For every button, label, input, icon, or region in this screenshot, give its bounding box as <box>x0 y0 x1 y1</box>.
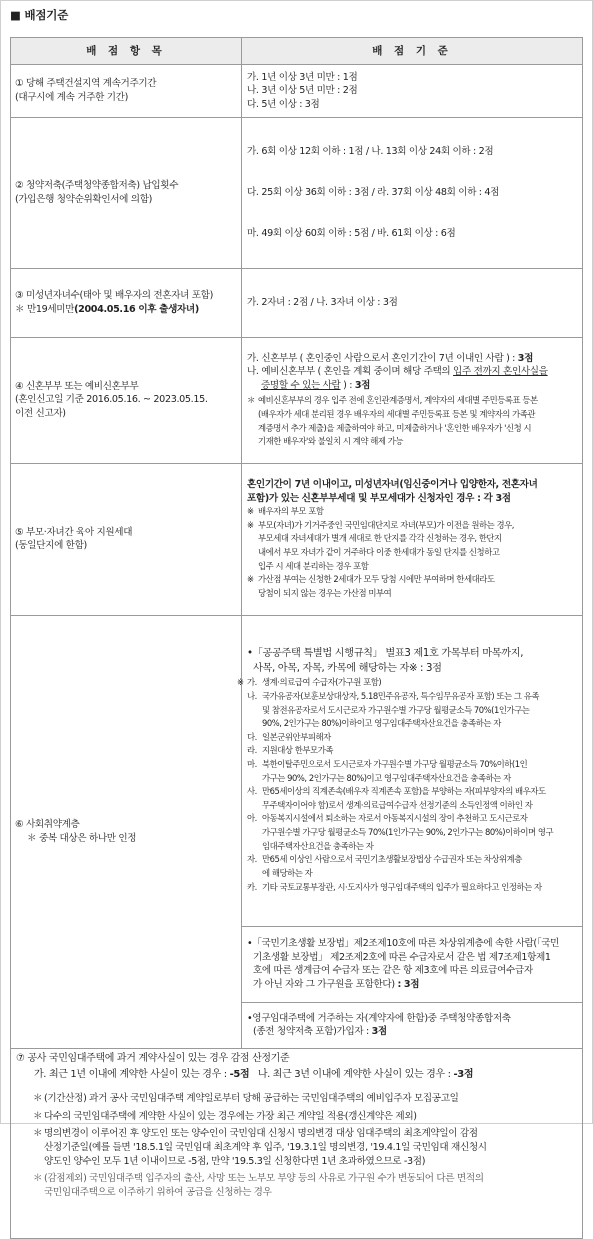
row1-item <box>11 65 242 118</box>
table-row <box>11 118 583 269</box>
row7-note-mark: ＊ <box>33 1093 43 1105</box>
row5-note-line: 내에서 부모 자녀가 같이 거주하다 이중 한세대가 동일 단지를 신청하고 <box>258 547 500 558</box>
row5-bold-line: 포함)가 있는 신혼부부세대 및 부모세대가 신청자인 경우 : 각 3점 <box>247 492 511 504</box>
row6-c-line-last <box>247 1025 577 1039</box>
row6-a-note-mark: 다. <box>247 731 257 742</box>
row5-note <box>247 519 577 573</box>
row6-a-line: 사목, 아목, 자목, 카목에 해당하는 자※ : 3점 <box>253 662 442 674</box>
row6-a-note-mark: 아. <box>247 813 257 824</box>
row6-a-note-line: 만65세이상의 직계존속(배우자 직계존속 포함)을 부양하는 자(피부양자의 배우자도 <box>262 786 546 797</box>
row6-a-note <box>247 690 577 731</box>
row6-c-line: •영구임대주택에 거주하는 자(계약자에 한함)중 주택청약종합저축 <box>247 1012 511 1024</box>
row5-bold-line: 혼인기간이 7년 이내이고, 미성년자녀(임신중이거나 입양한자, 전혼자녀 <box>247 479 538 490</box>
row1-crit-line: 나. 3년 이상 5년 미만 : 2점 <box>247 85 358 97</box>
row2-item-line: ② 청약저축(주택청약종합저축) 납입횟수 <box>15 180 179 192</box>
row6-a-note <box>247 812 577 853</box>
row6-a-note-line: 북한이탈주민으로서 도시근로자 가구원수별 가구당 월평균소득 70%이하(1인 <box>262 759 528 770</box>
row7-note-line: 양도인 양수인 모두 1년 이내이므로 -5점, 만약 '19.5.3일 신청한다면 1년 초과하였으므로 -3점) <box>44 1155 426 1167</box>
row4-note-line: (배우자가 세대 분리된 경우 배우자의 세대별 주민등록표 등본 및 계약자의 가족관 <box>258 409 536 420</box>
scoring-table <box>10 37 583 1239</box>
row6-a-note-mark: 사. <box>247 786 257 797</box>
row7-note <box>30 1127 576 1168</box>
row1-crit-line: 가. 1년 이상 3년 미만 : 1점 <box>247 71 358 83</box>
row6-a-note-mark: 마. <box>247 759 257 770</box>
row3-item-line: ③ 미성년자녀수(태아 및 배우자의 전혼자녀 포함) <box>15 290 213 302</box>
row5-item-line: (동일단지에 한함) <box>15 540 87 552</box>
row6-a-note <box>247 676 577 690</box>
row4-note-line: 예비신혼부부의 경우 입주 전에 혼인관계증명서, 계약자의 세대별 주민등록표 등본 <box>258 395 538 406</box>
row7-note-line: 명의변경이 이루어진 후 양도인 또는 양수인이 국민임대 신청시 명의변경 대상 임대주택의 최초계약일이 감점 <box>44 1128 478 1140</box>
row4-note <box>247 394 577 448</box>
row6-b-line: 기초생활 보장법」 제2조제2호에 따른 수급자로서 같은 법 제7조제1항제1 <box>253 951 551 963</box>
table-row <box>11 1048 583 1238</box>
row7-note-mark: ＊ <box>33 1110 43 1122</box>
row1-item-line: (대구시에 계속 거주한 기간) <box>15 92 128 103</box>
row6-c-line: (종전 청약저축 포함)가입자 : <box>253 1026 369 1038</box>
row7-a2: 나. 최근 3년 이내에 계약한 사실이 있는 경우 : <box>257 1068 451 1080</box>
row7-note-line: 다수의 국민임대주택에 계약한 사실이 있는 경우에는 가장 최근 계약일 적용(갱신계약은 제외) <box>44 1110 417 1122</box>
row6-a-note-line: 90%, 2인가구는 80%)이하이고 영구임대주택자산요건을 충족하는 자 <box>262 718 501 729</box>
row1-criteria <box>242 65 583 118</box>
row7-note-mark: ＊ <box>33 1128 43 1140</box>
row4-na-line2 <box>247 379 577 393</box>
row6-a-note-line: 국가유공자(보훈보상대상자, 5.18민주유공자, 특수임무유공자 포함) 또는 그 유족 <box>262 690 540 701</box>
table-row <box>11 337 583 463</box>
row6-a-note-line: 아동복지시설에서 퇴소하는 자로서 아동복지시설의 장이 추천하고 도시근로자 <box>262 813 528 824</box>
row6-item <box>11 615 242 1048</box>
row7-note-line: 산정기준일(예를 들면 '18.5.1일 국민임대 최초계약 후 입주, '19.3.1일 명의변경, '19.4.1일 국민임대 재신청시 <box>44 1141 487 1153</box>
row6-b-line: 가 아닌 자와 그 가구원을 포함한다) <box>253 978 395 990</box>
row5-note-line: 배우자의 부모 포함 <box>258 506 324 517</box>
row6-a-notes <box>237 676 577 894</box>
row2-crit-line: 마. 49회 이상 60회 이하 : 5점 / 바. 61회 이상 : 6점 <box>247 227 456 239</box>
row7-note <box>30 1172 576 1199</box>
row4-item <box>11 337 242 463</box>
row2-criteria <box>242 118 583 269</box>
row7-notes <box>16 1092 576 1199</box>
row5-note-line: 부모세대 자녀세대가 별개 세대로 한 단지를 각각 신청하는 경우, 한단지 <box>258 533 502 544</box>
row7-note-line: (감점제외) 국민임대주택 입주자의 출산, 사망 또는 노부모 부양 등의 사유로 가구원 수가 변동되어 다른 면적의 <box>44 1173 484 1185</box>
row7-title: ⑦ 공사 국민임대주택에 과거 계약사실이 있는 경우 감점 산정기준 <box>16 1052 290 1064</box>
row7-line-a <box>16 1068 576 1082</box>
row6-a-note-line: 기타 국토교통부장관, 시·도지사가 영구임대주택의 입주가 필요하다고 인정하는 자 <box>262 881 542 892</box>
row6-a-mark: ※ <box>237 677 244 688</box>
row6-a-note <box>247 785 577 812</box>
row7-note-mark: ＊ <box>33 1173 43 1185</box>
row6-a-note <box>247 758 577 785</box>
row6-a-note-line: 가구는 90%, 2인가구는 80%)이고 영구임대주택자산요건을 충족하는 자 <box>262 772 511 783</box>
row3-item <box>11 268 242 337</box>
row6-a-note-mark: 나. <box>247 690 257 701</box>
row6-a-note-line: 생계·의료급여 수급자(가구원 포함) <box>262 677 382 688</box>
row6-a-note-line: 일본군위안부피해자 <box>262 731 331 742</box>
row7-note-line: (기간산정) 과거 공사 국민임대주택 계약일로부터 당해 공급하는 국민임대주택의 예비입주자 모집공고일 <box>44 1093 459 1105</box>
row4-ga-score: 3점 <box>517 352 534 364</box>
row6-a-line: •「공공주택 특별법 시행규칙」 별표3 제1호 가목부터 마목까지, <box>247 648 524 660</box>
row4-na-1: 나. 예비신혼부부 ( 혼인을 계획 중이며 해당 주택의 <box>247 366 454 378</box>
row6-a-note <box>247 853 577 880</box>
row6-a-note-line: 임대주택자산요건을 충족하는 자 <box>262 840 374 851</box>
row4-item-line: ④ 신혼부부 또는 예비신혼부부 <box>15 380 139 392</box>
row7-note-line: 국민임대주택으로 이주하기 위하여 공급을 신청하는 경우 <box>44 1186 272 1198</box>
row6-item-star: ＊ 중복 대상은 하나만 인정 <box>27 832 137 844</box>
row3-item-star: ＊ 만19세미만 <box>15 303 75 315</box>
row6-item-line: ⑥ 사회취약계층 <box>15 819 80 831</box>
row2-item <box>11 118 242 269</box>
row6-a-note <box>247 744 577 758</box>
row6-criteria-c <box>242 1002 583 1048</box>
row2-item-line: (가입은행 청약순위확인서에 의함) <box>15 193 153 205</box>
row4-note-mark: ＊ <box>247 395 255 406</box>
row6-a-note-line: 만65세 이상인 사람으로서 국민기초생활보장법상 수급권자 또는 차상위계층 <box>262 854 522 865</box>
row6-b-score: : 3점 <box>397 978 420 990</box>
row4-na-score: 3점 <box>354 379 371 391</box>
row4-na-2: ) : <box>343 379 353 391</box>
table-row <box>11 615 583 926</box>
row2-crit-line: 다. 25회 이상 36회 이하 : 3점 / 라. 37회 이상 48회 이하 : 4점 <box>247 187 500 199</box>
row5-note <box>247 505 577 519</box>
row3-criteria <box>242 268 583 337</box>
row7-a1: 가. 최근 1년 이내에 계약한 사실이 있는 경우 : <box>34 1068 227 1080</box>
row6-a-note-line: 에 해당하는 자 <box>262 867 313 878</box>
row6-a-note-line: 지원대상 한부모가족 <box>262 745 333 756</box>
row7-a1-score: -5점 <box>229 1068 250 1080</box>
row4-note-line: 기재한 배우자'와 불일치 시 계약 해제 가능 <box>258 436 404 447</box>
row4-note-line: 계증명서 추가 제출)을 제출하여야 하고, 미제출하거나 '혼인한 배우자가 '신청 시 <box>258 422 532 433</box>
row5-note-mark: ※ <box>247 506 254 517</box>
row3-item-bold: (2004.05.16 이후 출생자녀) <box>74 303 199 315</box>
row7-a2-score: -3점 <box>453 1068 474 1080</box>
row7-note <box>30 1110 576 1124</box>
header-criteria: 배 점 기 준 <box>242 38 583 65</box>
table-row <box>11 268 583 337</box>
row7-note <box>30 1092 576 1106</box>
row6-c-score: 3점 <box>371 1026 387 1038</box>
row5-note-line: 가산점 부여는 신청한 2세대가 모두 당첨 시에만 부여하며 한세대라도 <box>258 574 495 585</box>
row5-note-mark: ※ <box>247 519 254 530</box>
row5-note-line: 당첨이 되지 않는 경우는 가산점 미부여 <box>258 587 392 598</box>
row4-item-line: 이전 신고자) <box>15 408 66 420</box>
row2-crit-line: 가. 6회 이상 12회 이하 : 1점 / 나. 13회 이상 24회 이하 : 2점 <box>247 146 494 158</box>
row6-a-note-mark: 라. <box>247 745 257 756</box>
row5-item <box>11 463 242 615</box>
row1-item-line: ① 당해 주택건설지역 계속거주기간 <box>15 78 157 90</box>
table-header-row <box>11 38 583 65</box>
row4-criteria <box>242 337 583 463</box>
row4-na-2u: 증명할 수 있는 사람 <box>261 379 341 391</box>
row6-b-line: 호에 따른 생계급여 수급자 또는 같은 항 제3호에 따른 의료급여수급자 <box>253 965 533 977</box>
row6-a-note-mark: 자. <box>247 854 257 865</box>
table-row <box>11 463 583 615</box>
row6-b-line: •「국민기초생활 보장법」제2조제10호에 따른 차상위계층에 속한 사람(「국민 <box>247 938 560 950</box>
row7 <box>11 1048 583 1238</box>
row5-note-line: 부모(자녀)가 기거주중인 국민임대단지로 자녀(부모)가 이전을 원하는 경우, <box>258 519 514 530</box>
row3-crit-line: 가. 2자녀 : 2점 / 나. 3자녀 이상 : 3점 <box>247 296 398 308</box>
row5-item-line: ⑤ 부모·자녀간 육아 지원세대 <box>15 526 133 538</box>
header-item: 배 점 항 목 <box>11 38 242 65</box>
row4-ga: 가. 신혼부부 ( 혼인중인 사람으로서 혼인기간이 7년 이내인 사람 ) : <box>247 352 516 364</box>
row6-a-note-line: 가구원수별 가구당 월평균소득 70%(1인가구는 90%, 2인가구는 80%)이하이며 영구 <box>262 827 554 838</box>
row4-na-underline: 입주 전까지 혼인사실을 <box>453 366 548 378</box>
row6-b-line-last <box>247 978 577 992</box>
row3-item-star-line <box>15 303 237 317</box>
row6-a-note-mark: 카. <box>247 881 257 892</box>
row4-na-line <box>247 365 577 379</box>
row5-note-line: 입주 시 세대 분리하는 경우 포함 <box>258 560 369 571</box>
section-title: ■ 배점기준 <box>10 8 69 22</box>
row6-criteria-a <box>237 615 583 926</box>
row6-a-note-mark: 가. <box>247 677 257 688</box>
row6-a-note <box>247 881 577 895</box>
row1-crit-line: 다. 5년 이상 : 3점 <box>247 98 320 110</box>
row4-item-line: (혼인신고일 기준 2016.05.16. ~ 2023.05.15. <box>15 394 208 406</box>
row5-criteria <box>242 463 583 615</box>
row6-a-note <box>247 731 577 745</box>
row6-criteria-b <box>242 926 583 1002</box>
row6-a-note-line: 및 참전유공자로서 도시근로자 가구원수별 가구당 월평균소득 70%(1인가구는 <box>262 704 530 715</box>
table-row <box>11 65 583 118</box>
row5-note <box>247 573 577 600</box>
row5-note-mark: ※ <box>247 574 254 585</box>
row4-ga-line <box>247 352 577 366</box>
row6-a-note-line: 무주택자이어야 함)로서 생계·의료급여수급자 선정기준의 소득인정액 이하인 자 <box>262 799 533 810</box>
